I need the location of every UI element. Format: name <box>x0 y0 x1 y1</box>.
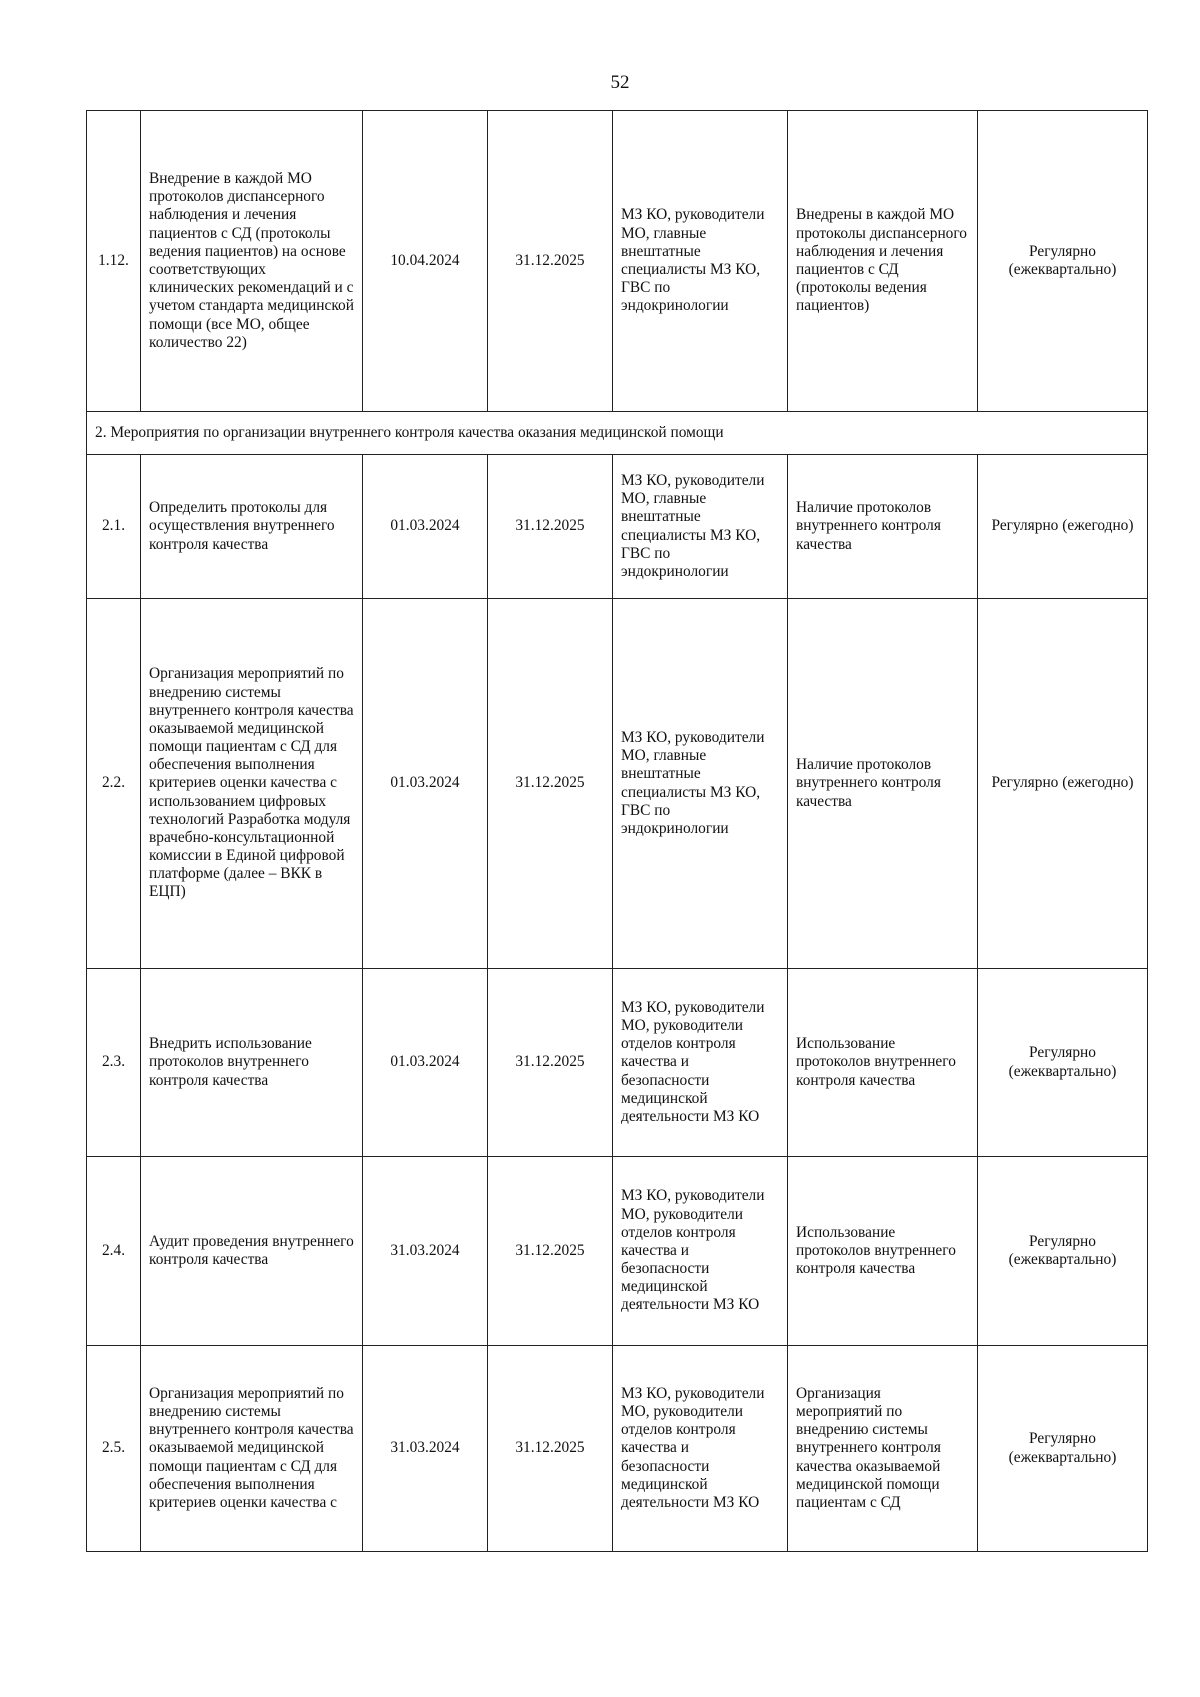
result-cell: Наличие протоколов внутреннего контроля качества <box>788 455 978 599</box>
start-date-cell: 31.03.2024 <box>363 1157 488 1346</box>
activity-cell: Внедрить использование протоколов внутреннего контроля качества <box>141 969 363 1157</box>
table-row <box>87 1157 1148 1346</box>
result-cell: Использование протоколов внутреннего контроля качества <box>788 969 978 1157</box>
start-date-cell: 01.03.2024 <box>363 969 488 1157</box>
responsible-cell: МЗ КО, руководители МО, руководители отделов контроля качества и безопасности медицинской деятельности МЗ КО <box>613 1157 788 1346</box>
activity-cell: Определить протоколы для осуществления внутреннего контроля качества <box>141 455 363 599</box>
section-row <box>87 412 1148 455</box>
frequency-cell: Регулярно (ежеквартально) <box>978 1157 1148 1346</box>
activity-cell: Внедрение в каждой МО протоколов диспансерного наблюдения и лечения пациентов с СД (протоколы ведения пациентов) на основе соответствующих клинических рекомендаций и с учетом стандарта медицинской помощи (все МО, общее количество 22) <box>141 111 363 412</box>
end-date-cell: 31.12.2025 <box>488 1346 613 1552</box>
page-number: 52 <box>610 72 630 93</box>
start-date-cell: 31.03.2024 <box>363 1346 488 1552</box>
responsible-cell: МЗ КО, руководители МО, главные внештатные специалисты МЗ КО, ГВС по эндокринологии <box>613 455 788 599</box>
end-date-cell: 31.12.2025 <box>488 455 613 599</box>
row-number: 2.1. <box>87 455 141 599</box>
end-date-cell: 31.12.2025 <box>488 599 613 969</box>
frequency-cell: Регулярно (ежеквартально) <box>978 1346 1148 1552</box>
result-cell: Наличие протоколов внутреннего контроля качества <box>788 599 978 969</box>
result-cell: Внедрены в каждой МО протоколы диспансерного наблюдения и лечения пациентов с СД (протоколы ведения пациентов) <box>788 111 978 412</box>
section-title: 2. Мероприятия по организации внутреннего контроля качества оказания медицинской помощи <box>87 412 1148 455</box>
activity-cell: Организация мероприятий по внедрению системы внутреннего контроля качества оказываемой медицинской помощи пациентам с СД для обеспечения выполнения критериев оценки качества с <box>141 1346 363 1552</box>
row-number: 2.3. <box>87 969 141 1157</box>
responsible-cell: МЗ КО, руководители МО, руководители отделов контроля качества и безопасности медицинской деятельности МЗ КО <box>613 1346 788 1552</box>
end-date-cell: 31.12.2025 <box>488 1157 613 1346</box>
start-date-cell: 01.03.2024 <box>363 455 488 599</box>
table-row <box>87 599 1148 969</box>
activity-cell: Аудит проведения внутреннего контроля качества <box>141 1157 363 1346</box>
responsible-cell: МЗ КО, руководители МО, главные внештатные специалисты МЗ КО, ГВС по эндокринологии <box>613 111 788 412</box>
responsible-cell: МЗ КО, руководители МО, главные внештатные специалисты МЗ КО, ГВС по эндокринологии <box>613 599 788 969</box>
row-number: 2.2. <box>87 599 141 969</box>
row-number: 2.4. <box>87 1157 141 1346</box>
activity-cell: Организация мероприятий по внедрению системы внутреннего контроля качества оказываемой медицинской помощи пациентам с СД для обеспечения выполнения критериев оценки качества с использованием цифровых технологий Разработка модуля врачебно-консультационной комиссии в Единой цифровой платформе (далее – ВКК в ЕЦП) <box>141 599 363 969</box>
end-date-cell: 31.12.2025 <box>488 969 613 1157</box>
frequency-cell: Регулярно (ежеквартально) <box>978 969 1148 1157</box>
table-row <box>87 455 1148 599</box>
table-row <box>87 1346 1148 1552</box>
measures-table <box>86 110 1148 1552</box>
start-date-cell: 01.03.2024 <box>363 599 488 969</box>
start-date-cell: 10.04.2024 <box>363 111 488 412</box>
responsible-cell: МЗ КО, руководители МО, руководители отделов контроля качества и безопасности медицинской деятельности МЗ КО <box>613 969 788 1157</box>
table-row <box>87 969 1148 1157</box>
row-number: 2.5. <box>87 1346 141 1552</box>
frequency-cell: Регулярно (ежегодно) <box>978 599 1148 969</box>
row-number: 1.12. <box>87 111 141 412</box>
result-cell: Использование протоколов внутреннего контроля качества <box>788 1157 978 1346</box>
frequency-cell: Регулярно (ежеквартально) <box>978 111 1148 412</box>
end-date-cell: 31.12.2025 <box>488 111 613 412</box>
frequency-cell: Регулярно (ежегодно) <box>978 455 1148 599</box>
table-row <box>87 111 1148 412</box>
result-cell: Организация мероприятий по внедрению системы внутреннего контроля качества оказываемой медицинской помощи пациентам с СД <box>788 1346 978 1552</box>
